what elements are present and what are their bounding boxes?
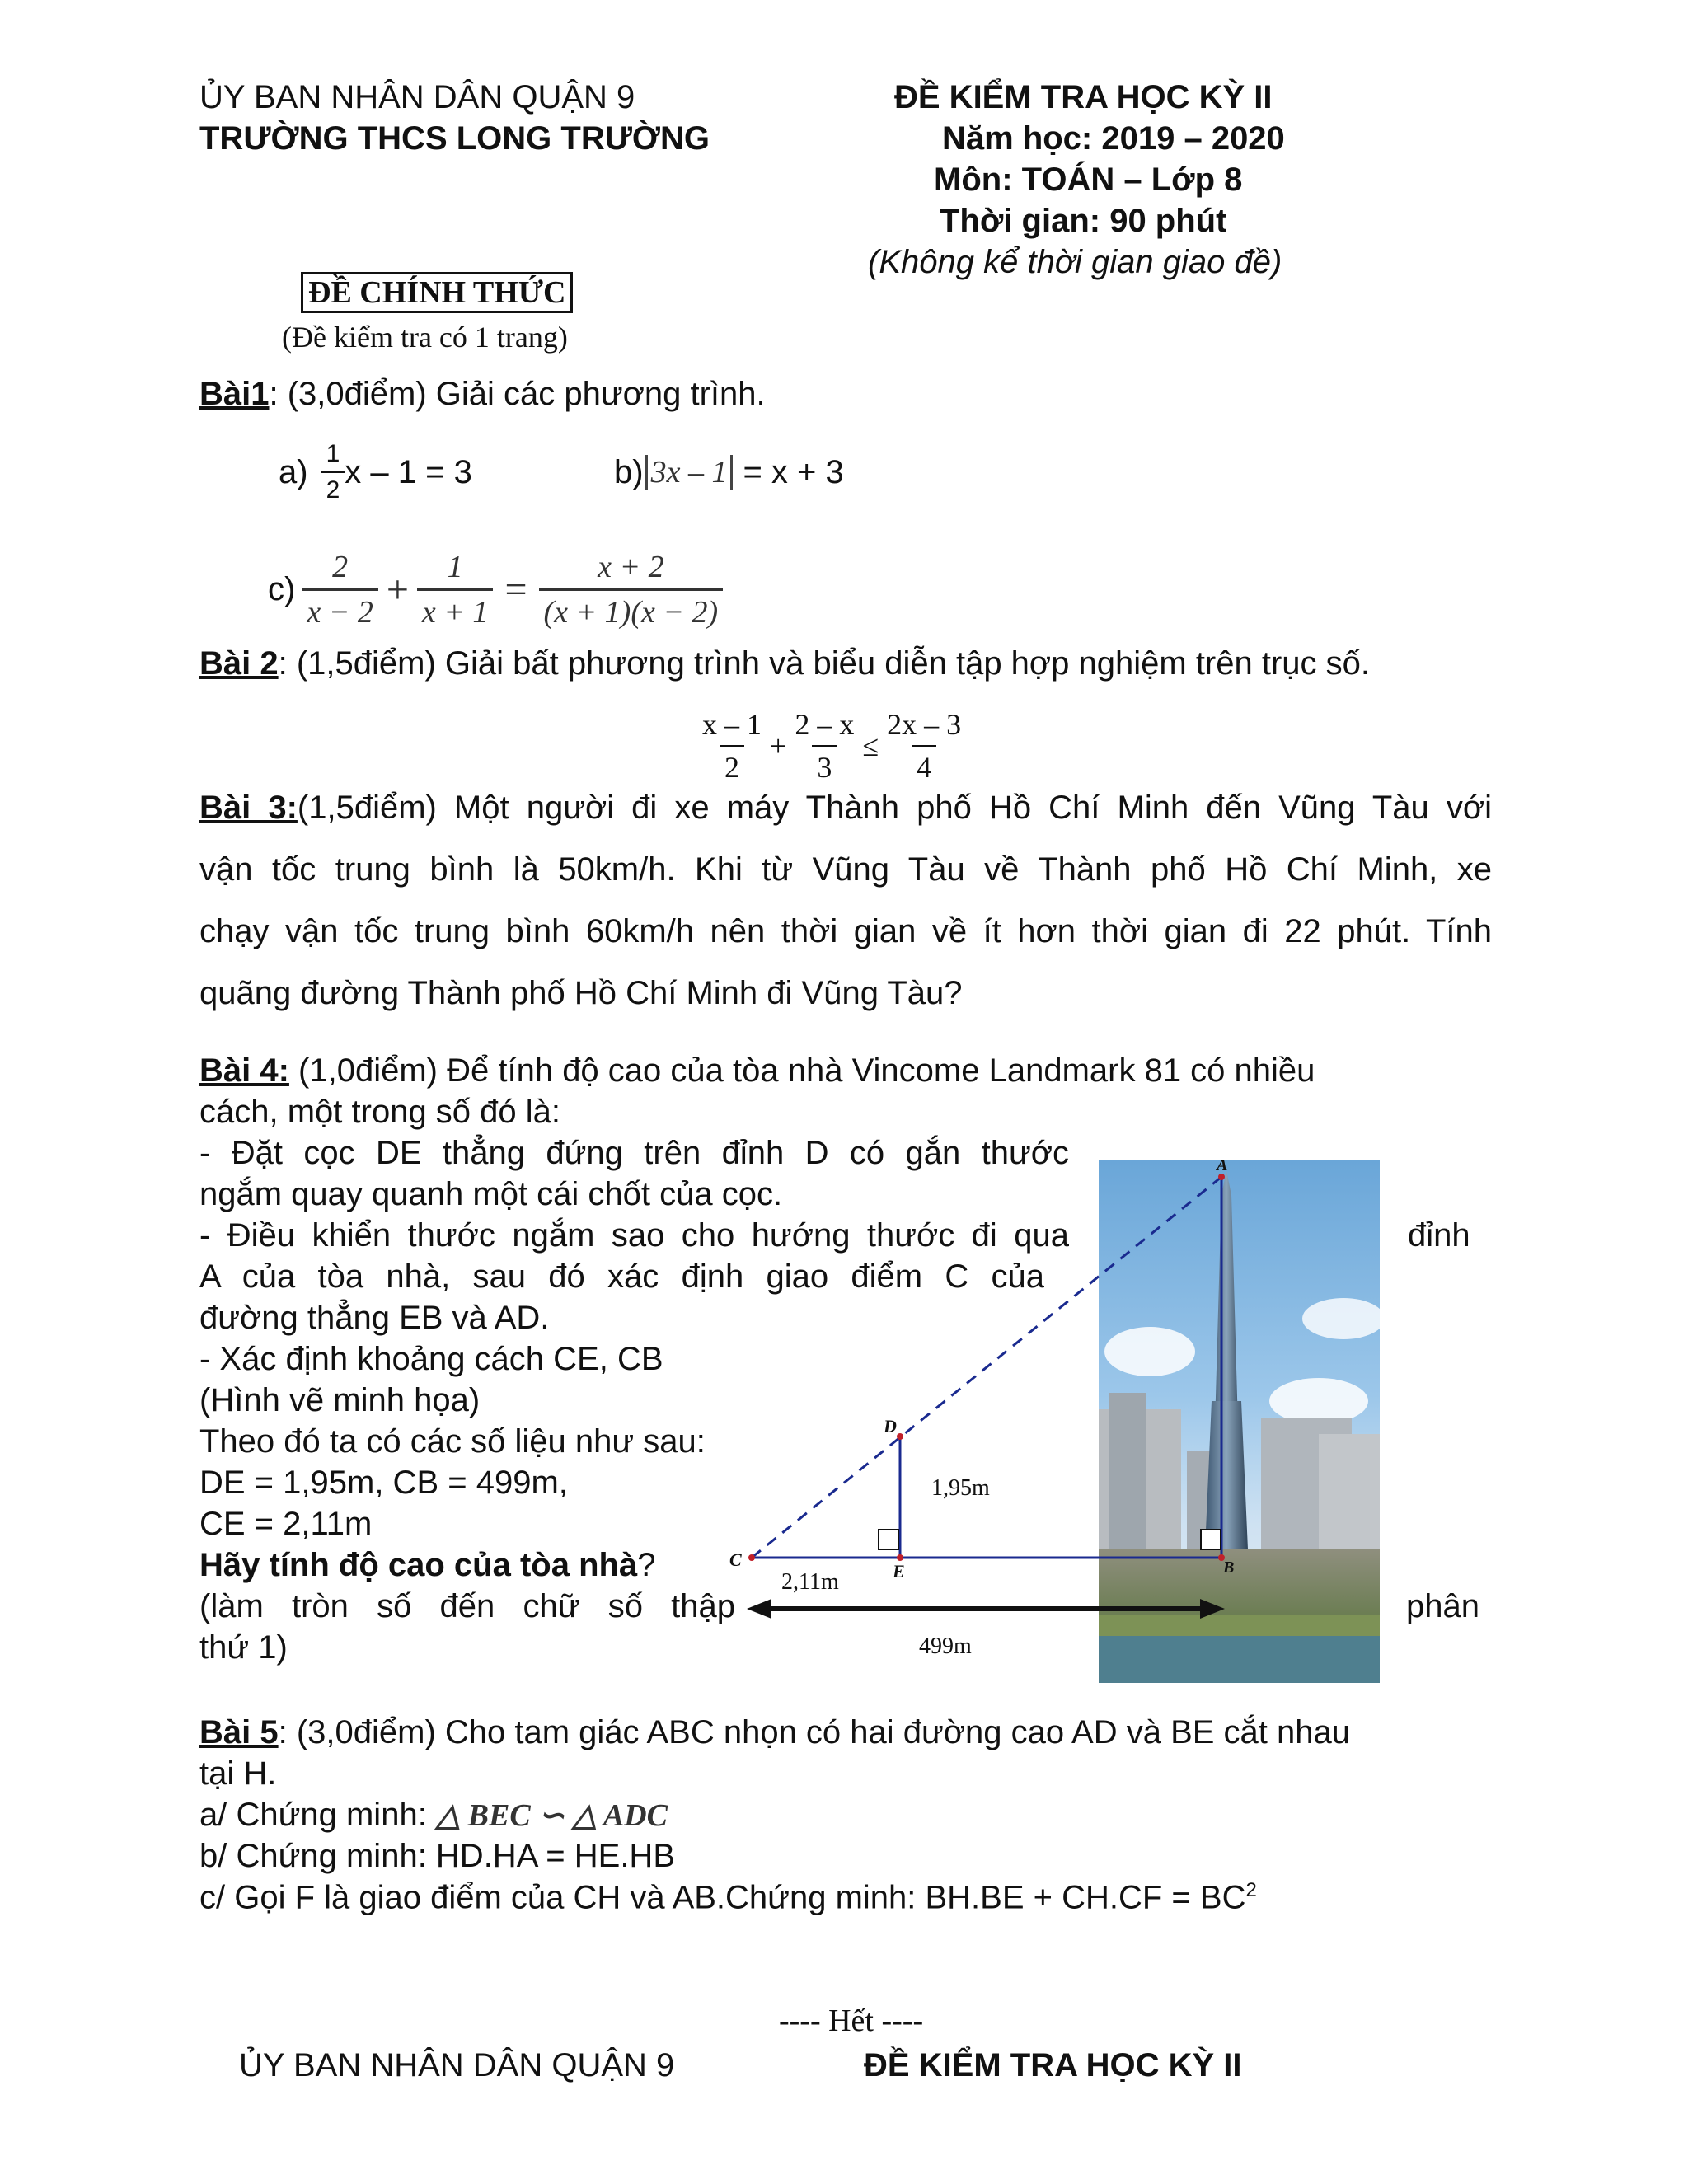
school-name: TRƯỜNG THCS LONG TRƯỜNG xyxy=(199,120,710,157)
label-e: E xyxy=(893,1561,905,1582)
bai5-a-text: a/ Chứng minh: xyxy=(199,1797,436,1833)
bai1-b-rest: = x + 3 xyxy=(743,453,844,490)
bai4-line-9: (Hình vẽ minh họa) xyxy=(199,1382,481,1418)
bai1-a-rest: x – 1 = 3 xyxy=(345,453,472,490)
bai1-c-f1-numerator: 2 xyxy=(332,549,349,584)
bai4-line-7: đường thẳng EB và AD. xyxy=(199,1300,550,1336)
bai5-c-text: c/ Gọi F là giao điểm của CH và AB.Chứng minh: BH.BE + CH.CF = BC xyxy=(199,1879,1246,1916)
bai5-heading xyxy=(199,1714,1350,1751)
bai4-line-4: ngắm quay quanh một cái chốt của cọc. xyxy=(199,1176,783,1212)
label-ce-length: 2,11m xyxy=(781,1569,839,1595)
end-mark: ---- Hết ---- xyxy=(779,2004,924,2038)
bai2-leq: ≤ xyxy=(862,729,879,762)
bai2-f1-denominator: 2 xyxy=(720,745,744,785)
bai4-line-2: cách, một trong số đó là: xyxy=(199,1094,561,1130)
bai1-a-label: a) xyxy=(279,453,308,490)
bai4-line-3: - Đặt cọc DE thẳng đứng trên đỉnh D có gắn thước xyxy=(199,1135,1069,1171)
bai4-line-8: - Xác định khoảng cách CE, CB xyxy=(199,1341,663,1377)
label-c: C xyxy=(729,1549,742,1570)
bai1-c-f3-numerator: x + 2 xyxy=(598,549,664,584)
bai4-question-text: Hãy tính độ cao của tòa nhà xyxy=(199,1547,638,1583)
label-b: B xyxy=(1223,1558,1235,1577)
bai2-label: Bài 2 xyxy=(199,645,279,682)
bai1-a-numerator: 1 xyxy=(326,440,340,467)
bai3-line-1-text: (1,5điểm) Một người đi xe máy Thành phố Hồ Chí Minh đến Vũng Tàu với xyxy=(297,790,1492,826)
label-cb-length: 499m xyxy=(919,1633,972,1659)
bai5-part-b: b/ Chứng minh: HD.HA = HE.HB xyxy=(199,1838,675,1874)
bai3-line-4: quãng đường Thành phố Hồ Chí Minh đi Vũng Tàu? xyxy=(199,975,963,1011)
footer-district: ỦY BAN NHÂN DÂN QUẬN 9 xyxy=(239,2047,675,2083)
bai3-label: Bài 3: xyxy=(199,790,298,826)
bai4-line-1: (1,0điểm) Để tính độ cao của tòa nhà Vincome Landmark 81 có nhiều xyxy=(288,1052,1315,1089)
bai4-line-12: CE = 2,11m xyxy=(199,1506,373,1542)
official-badge: ĐỀ CHÍNH THỨC xyxy=(301,272,573,313)
district-name: ỦY BAN NHÂN DÂN QUẬN 9 xyxy=(199,79,635,115)
duration-note: (Không kể thời gian giao đề) xyxy=(868,244,1282,280)
bai1-a-denominator: 2 xyxy=(321,471,345,504)
bai2-f2-numerator: 2 – x xyxy=(795,708,855,741)
label-de-length: 1,95m xyxy=(931,1475,990,1501)
bai4-line-11: DE = 1,95m, CB = 499m, xyxy=(199,1465,568,1501)
bai4-label: Bài 4: xyxy=(199,1052,289,1089)
bai2-f2-denominator: 3 xyxy=(812,745,837,785)
bai4-question-mark: ? xyxy=(637,1547,656,1583)
dot-c xyxy=(748,1554,755,1561)
bai3-line-2: vận tốc trung bình là 50km/h. Khi từ Vũng Tàu về Thành phố Hồ Chí Minh, xe xyxy=(199,851,1492,888)
exam-title: ĐỀ KIỂM TRA HỌC KỲ II xyxy=(894,79,1273,115)
label-a: A xyxy=(1217,1156,1228,1174)
bai5-line-2: tại H. xyxy=(199,1755,277,1792)
footer-exam-title: ĐỀ KIỂM TRA HỌC KỲ II xyxy=(864,2047,1242,2083)
subject: Môn: TOÁN – Lớp 8 xyxy=(934,162,1243,198)
bai4-line-6: A của tòa nhà, sau đó xác định giao điểm C của xyxy=(199,1258,1044,1295)
bai1-c-label: c) xyxy=(268,570,296,607)
bai5-line-1: : (3,0điểm) Cho tam giác ABC nhọn có hai đường cao AD và BE cắt nhau xyxy=(278,1714,1350,1750)
bai4-line-10: Theo đó ta có các số liệu như sau: xyxy=(199,1423,706,1460)
bai4-line-14: (làm tròn số đến chữ số thập xyxy=(199,1588,735,1624)
bai4-line-5-end: đỉnh xyxy=(1408,1217,1470,1254)
bai2-f3-denominator: 4 xyxy=(912,745,936,785)
landmark81-photo xyxy=(1099,1160,1385,1683)
bai1-c-f1-denominator: x − 2 xyxy=(302,588,378,630)
bai1-c-f3-denominator: (x + 1)(x − 2) xyxy=(539,588,724,630)
label-d: D xyxy=(884,1416,897,1436)
bai5-c-superscript: 2 xyxy=(1245,1879,1257,1901)
bai1-c-plus: + xyxy=(386,567,409,612)
dot-a xyxy=(1218,1174,1225,1180)
bai2-f1-numerator: x – 1 xyxy=(702,708,762,741)
bai5-a-math: △ BEC ∽ △ ADC xyxy=(435,1798,668,1833)
duration: Thời gian: 90 phút xyxy=(940,203,1227,239)
right-angle-b xyxy=(1201,1530,1221,1549)
bai1-b-abs: 3x – 1 xyxy=(645,455,734,490)
bai1-b-label: b) xyxy=(614,453,644,490)
bai2-text: : (1,5điểm) Giải bất phương trình và biểu diễn tập hợp nghiệm trên trục số. xyxy=(278,645,1371,682)
school-year: Năm học: 2019 – 2020 xyxy=(942,120,1285,157)
bai4-line-15: thứ 1) xyxy=(199,1629,288,1666)
arrow-head-left xyxy=(747,1599,771,1619)
bai1-c-f2-numerator: 1 xyxy=(447,549,463,584)
bai1-c-f2-denominator: x + 1 xyxy=(417,588,494,630)
bai4-line-5: - Điều khiển thước ngắm sao cho hướng thước đi qua xyxy=(199,1217,1069,1254)
dot-d xyxy=(897,1433,903,1440)
dot-e xyxy=(897,1554,903,1561)
pages-note: (Đề kiểm tra có 1 trang) xyxy=(282,321,568,354)
bai5-part-a xyxy=(199,1797,668,1834)
bai2-plus: + xyxy=(770,729,787,762)
bai1-label: Bài1 xyxy=(199,376,270,412)
bai1-text: : (3,0điểm) Giải các phương trình. xyxy=(269,376,766,412)
bai5-part-c xyxy=(199,1879,1257,1916)
bai2-f3-numerator: 2x – 3 xyxy=(887,708,962,741)
bai3-line-3: chạy vận tốc trung bình 60km/h nên thời gian về ít hơn thời gian đi 22 phút. Tính xyxy=(199,913,1492,949)
bai5-label: Bài 5 xyxy=(199,1714,279,1750)
bai4-line-14-end: phân xyxy=(1406,1588,1479,1624)
right-angle-e xyxy=(879,1530,898,1549)
bai1-c-equals: = xyxy=(504,567,528,612)
